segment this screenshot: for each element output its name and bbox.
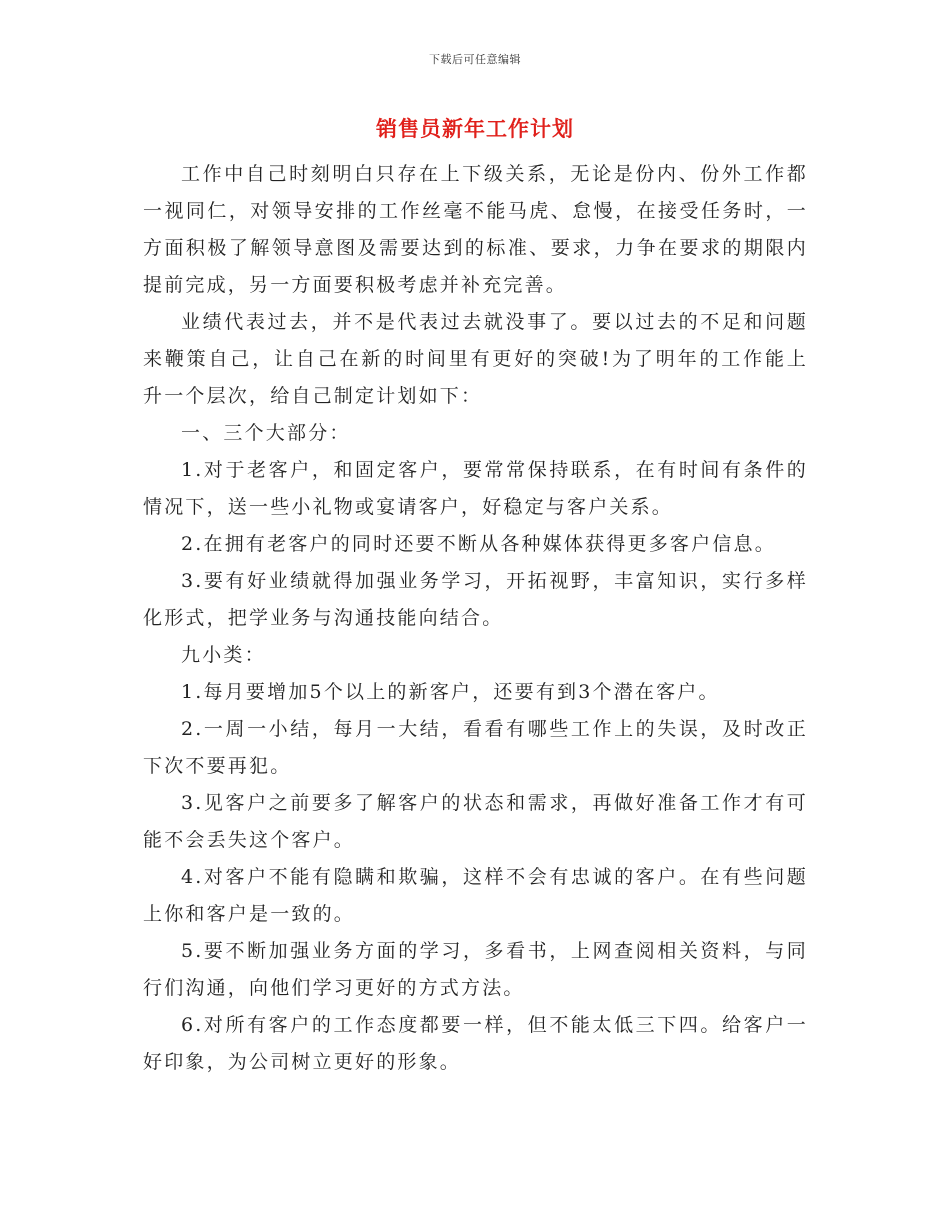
- list-item: 3.见客户之前要多了解客户的状态和需求，再做好准备工作才有可能不会丢失这个客户。: [143, 792, 808, 851]
- document-body: [143, 156, 808, 1081]
- page-header: 下载后可任意编辑: [429, 53, 521, 66]
- paragraph-performance: 业绩代表过去，并不是代表过去就没事了。要以过去的不足和问题来鞭策自己，让自己在新的时间里有更好的突破!为了明年的工作能上升一个层次，给自己制定计划如下：: [143, 311, 808, 407]
- document-title: 销售员新年工作计划: [376, 116, 574, 141]
- list-item: 5.要不断加强业务方面的学习，多看书，上网查阅相关资料，与同行们沟通，向他们学习更好的方式方法。: [143, 940, 808, 999]
- section-heading-nine-categories: 九小类：: [181, 644, 266, 666]
- list-item: 2.一周一小结，每月一大结，看看有哪些工作上的失误，及时改正下次不要再犯。: [143, 718, 808, 777]
- list-item: 6.对所有客户的工作态度都要一样，但不能太低三下四。给客户一好印象，为公司树立更好的形象。: [143, 1014, 808, 1073]
- list-item: 1.每月要增加5个以上的新客户，还要有到3个潜在客户。: [181, 681, 720, 703]
- list-item: 2.在拥有老客户的同时还要不断从各种媒体获得更多客户信息。: [181, 533, 776, 555]
- section-heading-three-parts: 一、三个大部分：: [181, 422, 351, 444]
- list-item: 1.对于老客户，和固定客户，要常常保持联系，在有时间有条件的情况下，送一些小礼物或宴请客户，好稳定与客户关系。: [143, 459, 808, 518]
- list-item: 4.对客户不能有隐瞒和欺骗，这样不会有忠诚的客户。在有些问题上你和客户是一致的。: [143, 866, 808, 925]
- list-item: 3.要有好业绩就得加强业务学习，开拓视野，丰富知识，实行多样化形式，把学业务与沟通技能向结合。: [143, 570, 808, 629]
- paragraph-intro: 工作中自己时刻明白只存在上下级关系，无论是份内、份外工作都一视同仁，对领导安排的工作丝毫不能马虎、怠慢，在接受任务时，一方面积极了解领导意图及需要达到的标准、要求，力争在要求的期限内提前完成，另一方面要积极考虑并补充完善。: [143, 163, 808, 296]
